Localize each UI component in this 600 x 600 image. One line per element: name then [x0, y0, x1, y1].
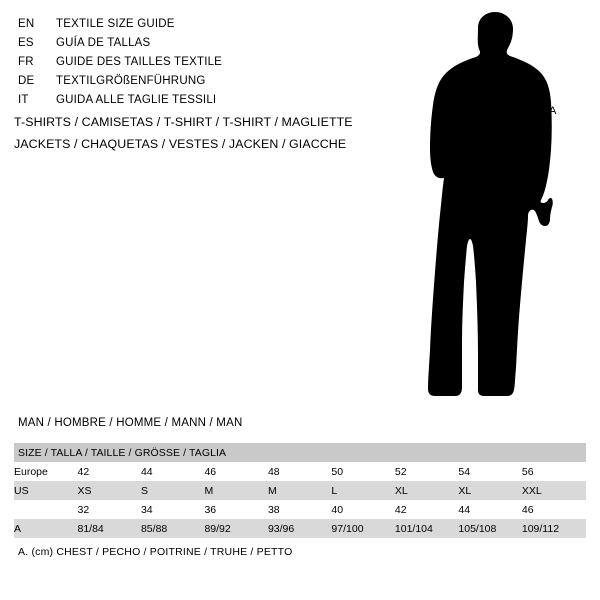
table-cell: 34: [141, 500, 204, 519]
table-cell: 105/108: [458, 519, 521, 538]
measure-leader-line: [531, 110, 546, 111]
language-text: TEXTILE SIZE GUIDE: [56, 18, 175, 30]
table-cell: M: [204, 481, 267, 500]
table-cell: L: [331, 481, 394, 500]
language-row: [18, 75, 378, 94]
table-cell: 42: [395, 500, 458, 519]
row-label: A: [14, 519, 77, 538]
row-label: [14, 500, 77, 519]
language-code: DE: [18, 75, 35, 87]
table-cell: XS: [77, 481, 140, 500]
table-header-label: SIZE / TALLA / TAILLE / GRÖSSE / TAGLIA: [14, 443, 586, 462]
table-cell: 46: [204, 462, 267, 481]
language-row: [18, 56, 378, 75]
footnote: A. (cm) CHEST / PECHO / POITRINE / TRUHE / PETTO: [18, 546, 293, 558]
table-cell: 93/96: [268, 519, 331, 538]
measure-label-a: A: [549, 105, 557, 117]
category-line-jackets: JACKETS / CHAQUETAS / VESTES / JACKEN / GIACCHE: [14, 137, 347, 151]
category-block: [14, 111, 434, 155]
table-row: [14, 500, 586, 519]
male-silhouette-icon: [400, 10, 600, 400]
table-cell: 50: [331, 462, 394, 481]
language-code: ES: [18, 37, 34, 49]
table-cell: 36: [204, 500, 267, 519]
language-code: IT: [18, 94, 29, 106]
table-cell: 89/92: [204, 519, 267, 538]
table-cell: 42: [77, 462, 140, 481]
table-cell: 52: [395, 462, 458, 481]
table-row: [14, 481, 586, 500]
language-header-block: [18, 18, 378, 113]
table-cell: 101/104: [395, 519, 458, 538]
table-title: MAN / HOMBRE / HOMME / MANN / MAN: [18, 417, 243, 429]
table-cell: 44: [141, 462, 204, 481]
table-cell: 85/88: [141, 519, 204, 538]
table-cell: 38: [268, 500, 331, 519]
category-line-tshirts: T-SHIRTS / CAMISETAS / T-SHIRT / T-SHIRT / MAGLIETTE: [14, 115, 353, 129]
language-code: EN: [18, 18, 35, 30]
table-cell: S: [141, 481, 204, 500]
table-cell: 97/100: [331, 519, 394, 538]
language-text: GUIDE DES TAILLES TEXTILE: [56, 56, 223, 68]
figure-illustration: [400, 10, 600, 400]
table-cell: 54: [458, 462, 521, 481]
table-cell: 81/84: [77, 519, 140, 538]
table-row: [14, 519, 586, 538]
table-cell: 56: [522, 462, 586, 481]
size-table: [14, 443, 586, 538]
table-cell: 32: [77, 500, 140, 519]
table-cell: 109/112: [522, 519, 586, 538]
table-cell: 46: [522, 500, 586, 519]
table-cell: XXL: [522, 481, 586, 500]
table-cell: 40: [331, 500, 394, 519]
row-label: Europe: [14, 462, 77, 481]
table-cell: XL: [395, 481, 458, 500]
table-header-row: [14, 443, 586, 462]
table-row: [14, 462, 586, 481]
language-text: GUÍA DE TALLAS: [56, 37, 151, 49]
language-code: FR: [18, 56, 34, 68]
table-cell: XL: [458, 481, 521, 500]
table-cell: M: [268, 481, 331, 500]
table-cell: 48: [268, 462, 331, 481]
language-row: [18, 18, 378, 37]
language-row: [18, 37, 378, 56]
language-text: GUIDA ALLE TAGLIE TESSILI: [56, 94, 217, 106]
table-cell: 44: [458, 500, 521, 519]
language-text: TEXTILGRÖßENFÜHRUNG: [56, 75, 206, 87]
row-label: US: [14, 481, 77, 500]
